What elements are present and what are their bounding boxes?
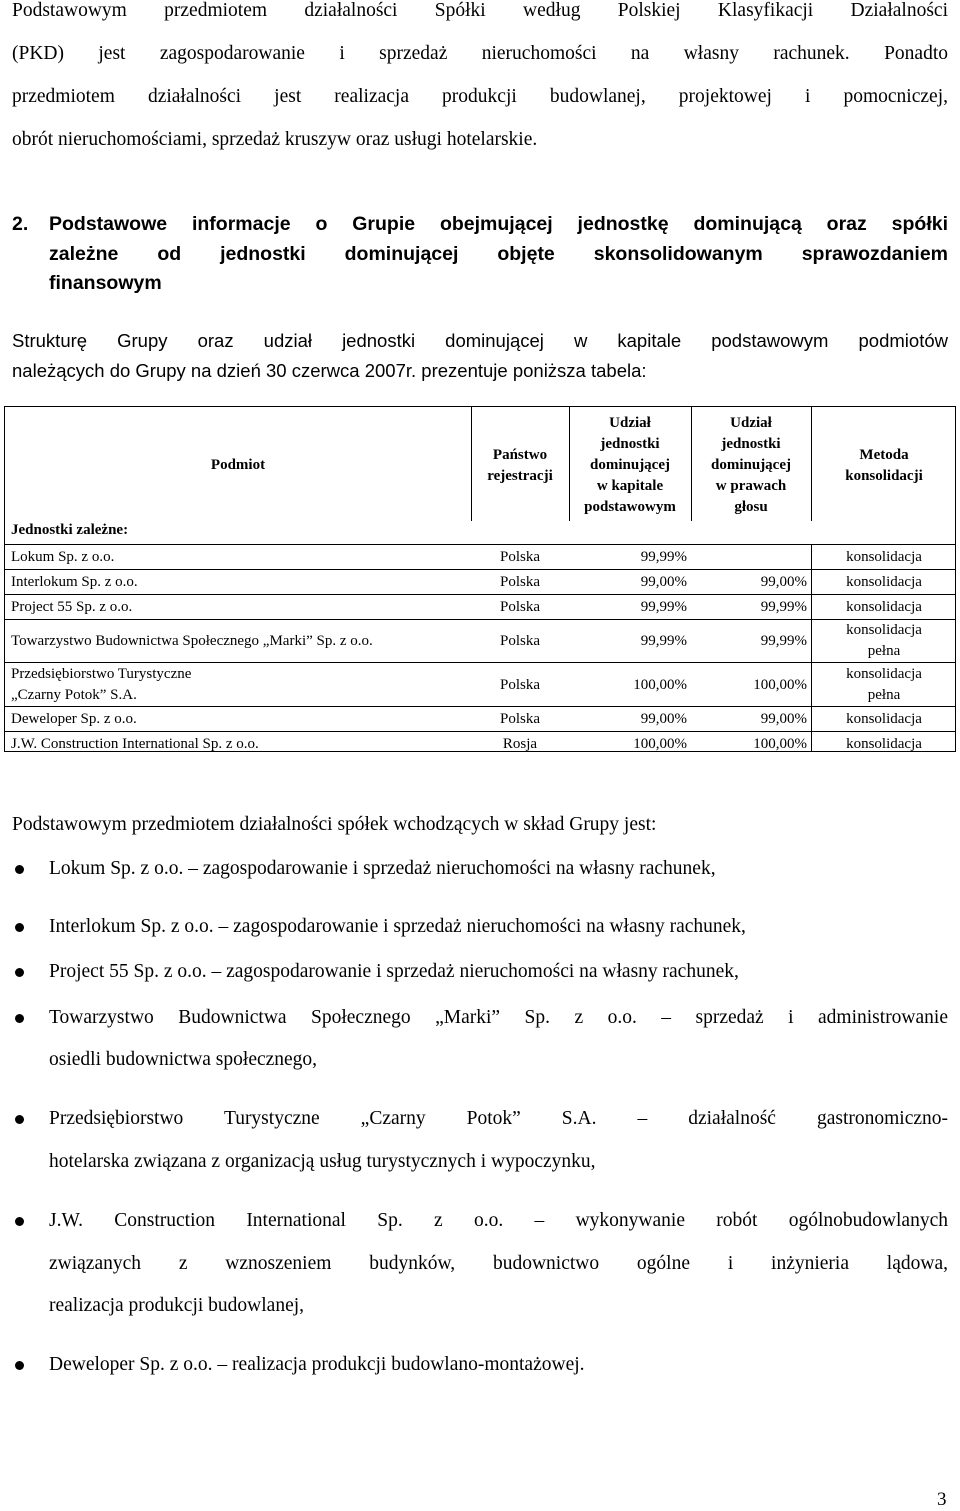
bullet-dot <box>15 1361 24 1370</box>
intro-line: obrót nieruchomościami, sprzedaż kruszyw oraz usługi hotelarskie. <box>12 129 538 150</box>
intro-line: Podstawowym przedmiotem działalności Spółki według Polskiej Klasyfikacji Działalności <box>12 0 948 21</box>
structure-line: Strukturę Grupy oraz udział jednostki dominującej w kapitale podstawowym podmiotów <box>12 330 948 351</box>
bullet-dot <box>15 968 24 977</box>
section-number: 2. <box>12 213 29 235</box>
header-method: Metoda konsolidacji <box>845 447 923 484</box>
bullet-dot <box>15 1217 24 1226</box>
intro-line: przedmiotem działalności jest realizacja produkcji budowlanej, projektowej i pomocniczej, <box>12 86 948 107</box>
group-structure-table: Podmiot Państwo rejestracji Udział jednostki dominującej w kapitale podstawowym Udział jednostki dominującej w prawach głosu Metoda konsolidacji Jednostki zależne: Lokum Sp. z o.o. Polska 99,99% konsolidacja Interlokum Sp. z o.o. Polska 99,00% 99,00% konsolidacja Project 55 Sp. z o.o. Polska 99,99% 99,99% konsolidacja Towarzystwo Budownictwa Społecznego „Marki” Sp. z o.o. Polska 99,99% 99,99% konsolidacja pełna Przedsiębiorstwo Turystyczne „Czarny Potok” S.A. Polska 100,00% 100,00% konsolidacja pełna Deweloper Sp. z o.o. Polska 99,00% 99,00% konsolidacja J.W. Construction International Sp. z o.o. Rosja 100,00% 100,00% konsolidacja <box>4 406 956 752</box>
bullet-dot <box>15 1014 24 1023</box>
section-heading-line: Podstawowe informacje o Grupie obejmującej jednostkę dominującą oraz spółki <box>49 213 948 235</box>
intro-line: (PKD) jest zagospodarowanie i sprzedaż nieruchomości na własny rachunek. Ponadto <box>12 43 948 64</box>
group-label: Jednostki zależne: <box>11 522 129 538</box>
bullet-dot <box>15 1115 24 1124</box>
section-heading-line: finansowym <box>49 272 162 294</box>
page-number: 3 <box>937 1489 947 1510</box>
header-country: Państwo rejestracji <box>487 447 553 484</box>
section-heading-line: zależne od jednostki dominującej objęte skonsolidowanym sprawozdaniem <box>49 243 948 265</box>
header-voting-share: Udział jednostki dominującej w prawach głosu <box>711 415 791 515</box>
bullet-dot <box>15 865 24 874</box>
bullet-dot <box>15 923 24 932</box>
header-entity: Podmiot <box>210 457 266 473</box>
structure-line: należących do Grupy na dzień 30 czerwca 2007r. prezentuje poniższa tabela: <box>12 360 647 381</box>
header-capital-share: Udział jednostki dominującej w kapitale podstawowym <box>584 415 676 515</box>
activities-intro: Podstawowym przedmiotem działalności spółek wchodzących w skład Grupy jest: <box>12 814 657 835</box>
